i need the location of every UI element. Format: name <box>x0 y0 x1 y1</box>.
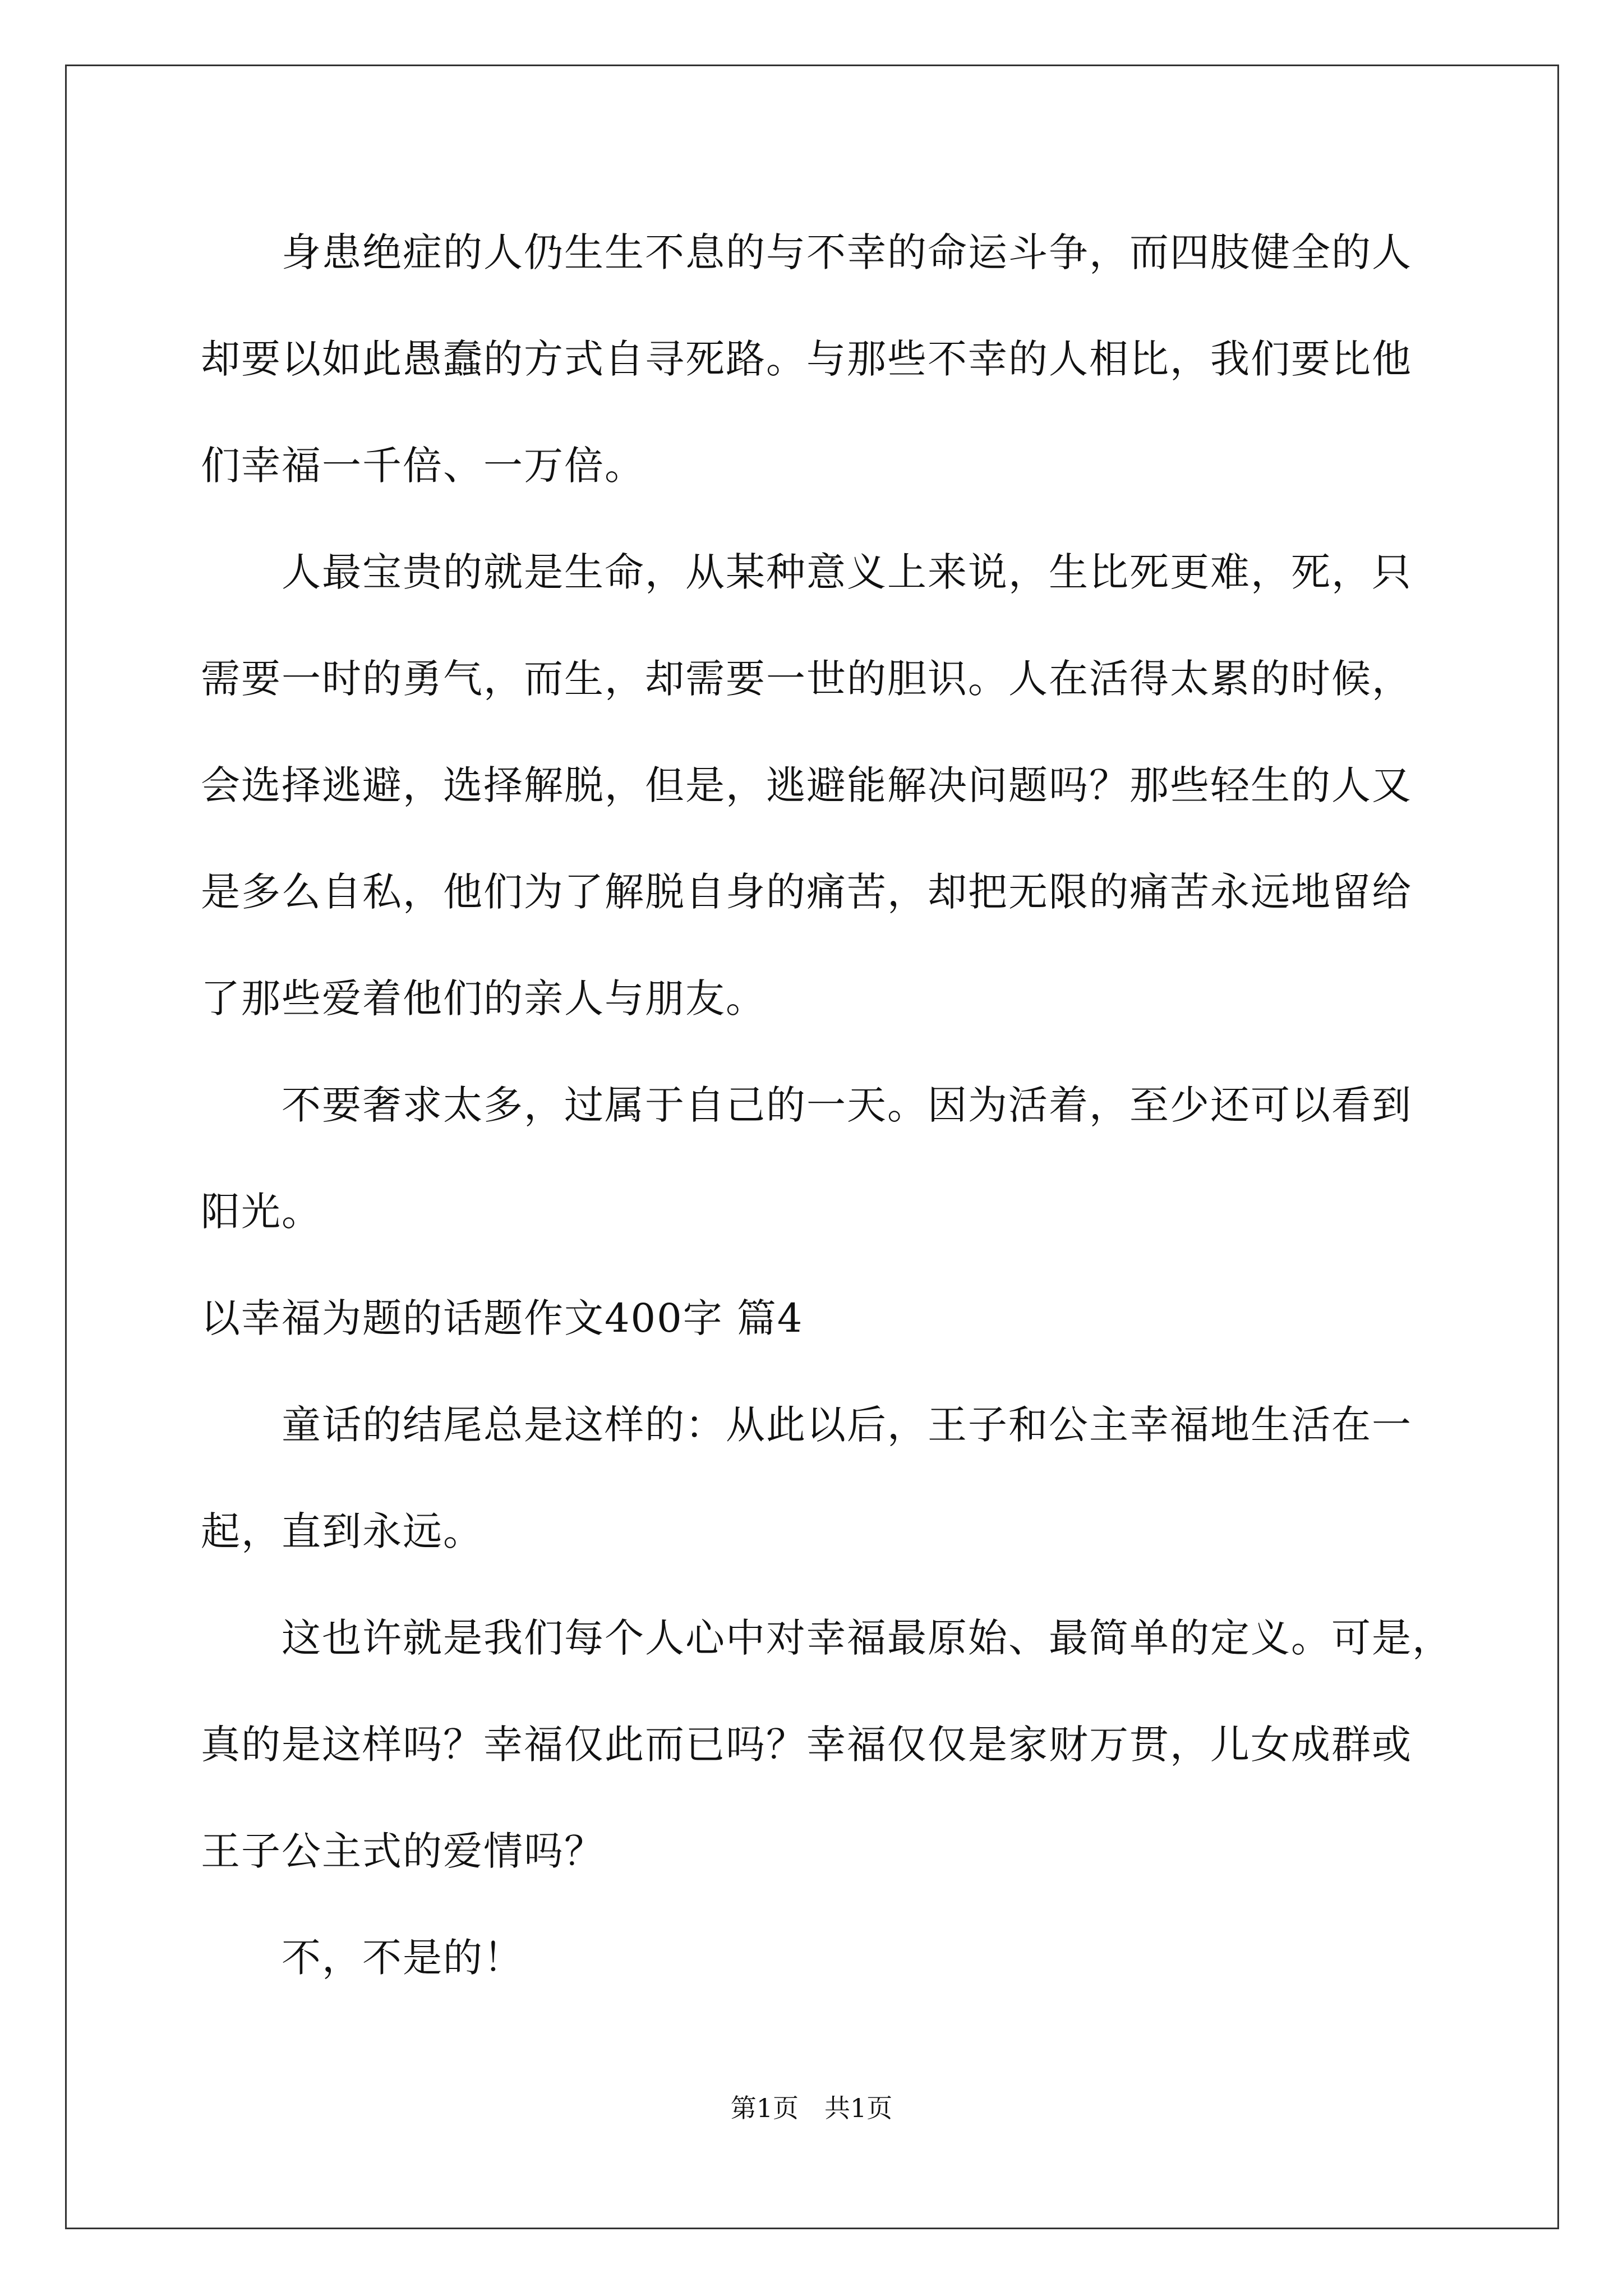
body-line: 需要一时的勇气，而生，却需要一世的胆识。人在活得太累的时候， <box>201 656 1412 702</box>
body-line: 这也许就是我们每个人心中对幸福最原始、最简单的定义。可是， <box>201 1615 1453 1661</box>
section-heading: 以幸福为题的话题作文400字 篇4 <box>201 1295 804 1341</box>
body-line: 却要以如此愚蠢的方式自寻死路。与那些不幸的人相比，我们要比他 <box>201 336 1412 382</box>
page-number-footer: 第1页 共1页 <box>730 2093 893 2123</box>
body-line: 会选择逃避，选择解脱，但是，逃避能解决问题吗？那些轻生的人又 <box>201 762 1412 808</box>
body-line: 童话的结尾总是这样的：从此以后，王子和公主幸福地生活在一 <box>201 1402 1412 1448</box>
body-line: 阳光。 <box>201 1189 322 1235</box>
body-line: 王子公主式的爱情吗？ <box>201 1828 605 1874</box>
page-border <box>65 65 1559 2229</box>
body-line: 身患绝症的人仍生生不息的与不幸的命运斗争，而四肢健全的人 <box>201 229 1412 275</box>
body-line: 不，不是的！ <box>201 1935 524 1981</box>
body-line: 不要奢求太多，过属于自己的一天。因为活着，至少还可以看到 <box>201 1082 1412 1128</box>
body-line: 是多么自私，他们为了解脱自身的痛苦，却把无限的痛苦永远地留给 <box>201 869 1412 915</box>
body-line: 们幸福一千倍、一万倍。 <box>201 443 645 489</box>
body-line: 了那些爱着他们的亲人与朋友。 <box>201 976 766 1022</box>
body-line: 起，直到永远。 <box>201 1508 483 1554</box>
body-line: 人最宝贵的就是生命，从某种意义上来说，生比死更难，死，只 <box>201 549 1412 595</box>
body-line: 真的是这样吗？幸福仅此而已吗？幸福仅仅是家财万贯，儿女成群或 <box>201 1722 1412 1768</box>
